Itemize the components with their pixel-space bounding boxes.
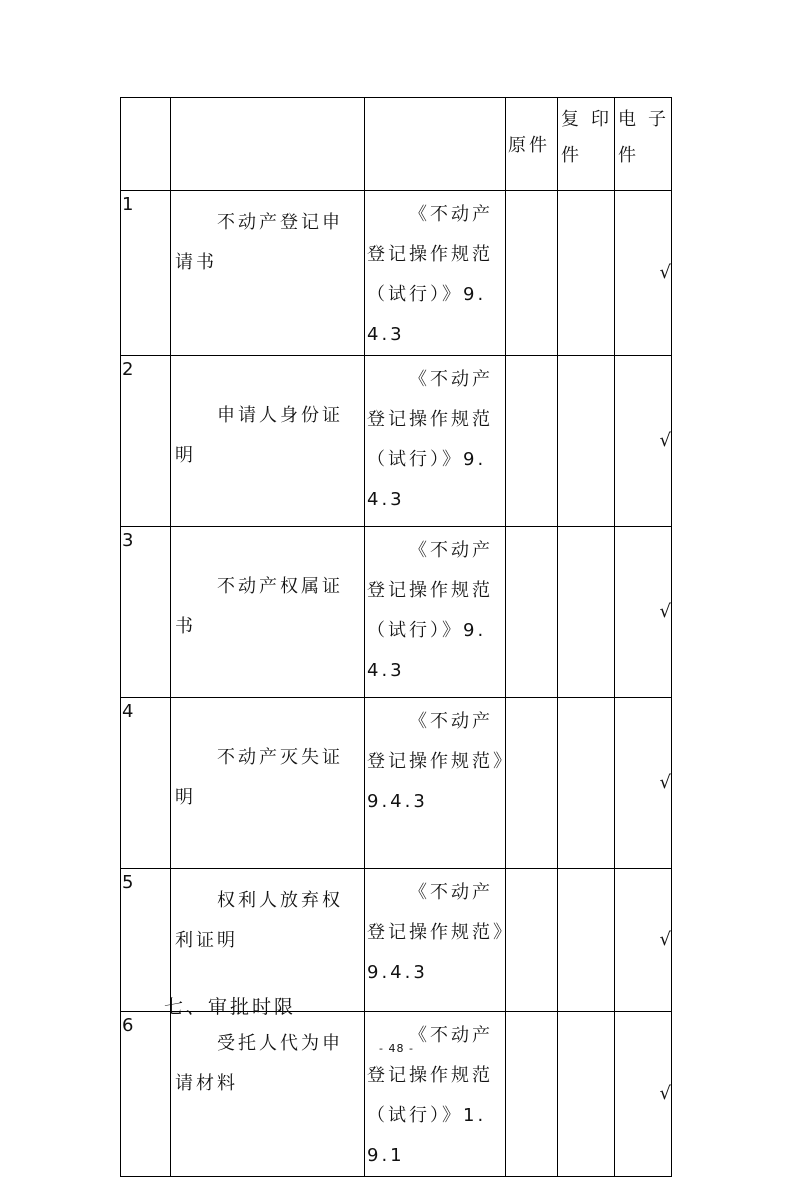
original-cell	[506, 869, 558, 1012]
row-number: 1	[121, 191, 171, 356]
header-electronic-char1: 电	[618, 109, 639, 130]
header-electronic-char2: 子	[648, 109, 669, 130]
legal-basis: 《不动产登记操作规范（试行）》9.4.3	[365, 356, 506, 527]
header-copy-char2: 印	[591, 109, 612, 130]
legal-basis: 《不动产登记操作规范（试行）》9.4.3	[365, 527, 506, 698]
electronic-check-mark: √	[615, 1012, 672, 1177]
header-copy-line2: 件	[561, 145, 582, 166]
table-row	[121, 527, 672, 698]
copy-cell	[558, 527, 615, 698]
row-number: 3	[121, 527, 171, 698]
legal-basis: 《不动产登记操作规范》9.4.3	[365, 869, 506, 1012]
table-row	[121, 1012, 672, 1177]
material-name: 权利人放弃权利证明	[171, 869, 365, 1012]
electronic-check-mark: √	[615, 191, 672, 356]
table-row	[121, 356, 672, 527]
header-cell-number	[121, 98, 171, 191]
header-cell-name	[171, 98, 365, 191]
copy-cell	[558, 869, 615, 1012]
electronic-check-mark: √	[615, 356, 672, 527]
header-cell-electronic	[615, 98, 672, 191]
electronic-check-mark: √	[615, 527, 672, 698]
material-name: 不动产权属证书	[171, 527, 365, 698]
header-cell-basis	[365, 98, 506, 191]
header-electronic-line2: 件	[618, 145, 639, 166]
material-name: 不动产灭失证明	[171, 698, 365, 869]
original-cell	[506, 356, 558, 527]
row-number: 2	[121, 356, 171, 527]
row-number: 5	[121, 869, 171, 1012]
copy-cell	[558, 1012, 615, 1177]
table-header-row	[121, 98, 672, 191]
row-number: 4	[121, 698, 171, 869]
row-number: 6	[121, 1012, 171, 1177]
original-cell	[506, 698, 558, 869]
table-row	[121, 191, 672, 356]
header-copy-char1: 复	[561, 109, 582, 130]
copy-cell	[558, 191, 615, 356]
header-cell-copy	[558, 98, 615, 191]
table-row	[121, 869, 672, 1012]
original-cell	[506, 191, 558, 356]
electronic-check-mark: √	[615, 698, 672, 869]
original-cell	[506, 527, 558, 698]
page-number: - 48 -	[379, 1042, 414, 1055]
electronic-check-mark: √	[615, 869, 672, 1012]
table-row	[121, 698, 672, 869]
legal-basis: 《不动产登记操作规范（试行）》1.9.1	[365, 1012, 506, 1177]
original-cell	[506, 1012, 558, 1177]
header-cell-original: 原件	[506, 98, 558, 191]
material-name: 申请人身份证明	[171, 356, 365, 527]
section-title: 七、审批时限	[164, 996, 297, 1018]
material-name: 受托人代为申请材料	[171, 1012, 365, 1177]
copy-cell	[558, 356, 615, 527]
legal-basis: 《不动产登记操作规范（试行）》9.4.3	[365, 191, 506, 356]
legal-basis: 《不动产登记操作规范》9.4.3	[365, 698, 506, 869]
copy-cell	[558, 698, 615, 869]
material-name: 不动产登记申请书	[171, 191, 365, 356]
